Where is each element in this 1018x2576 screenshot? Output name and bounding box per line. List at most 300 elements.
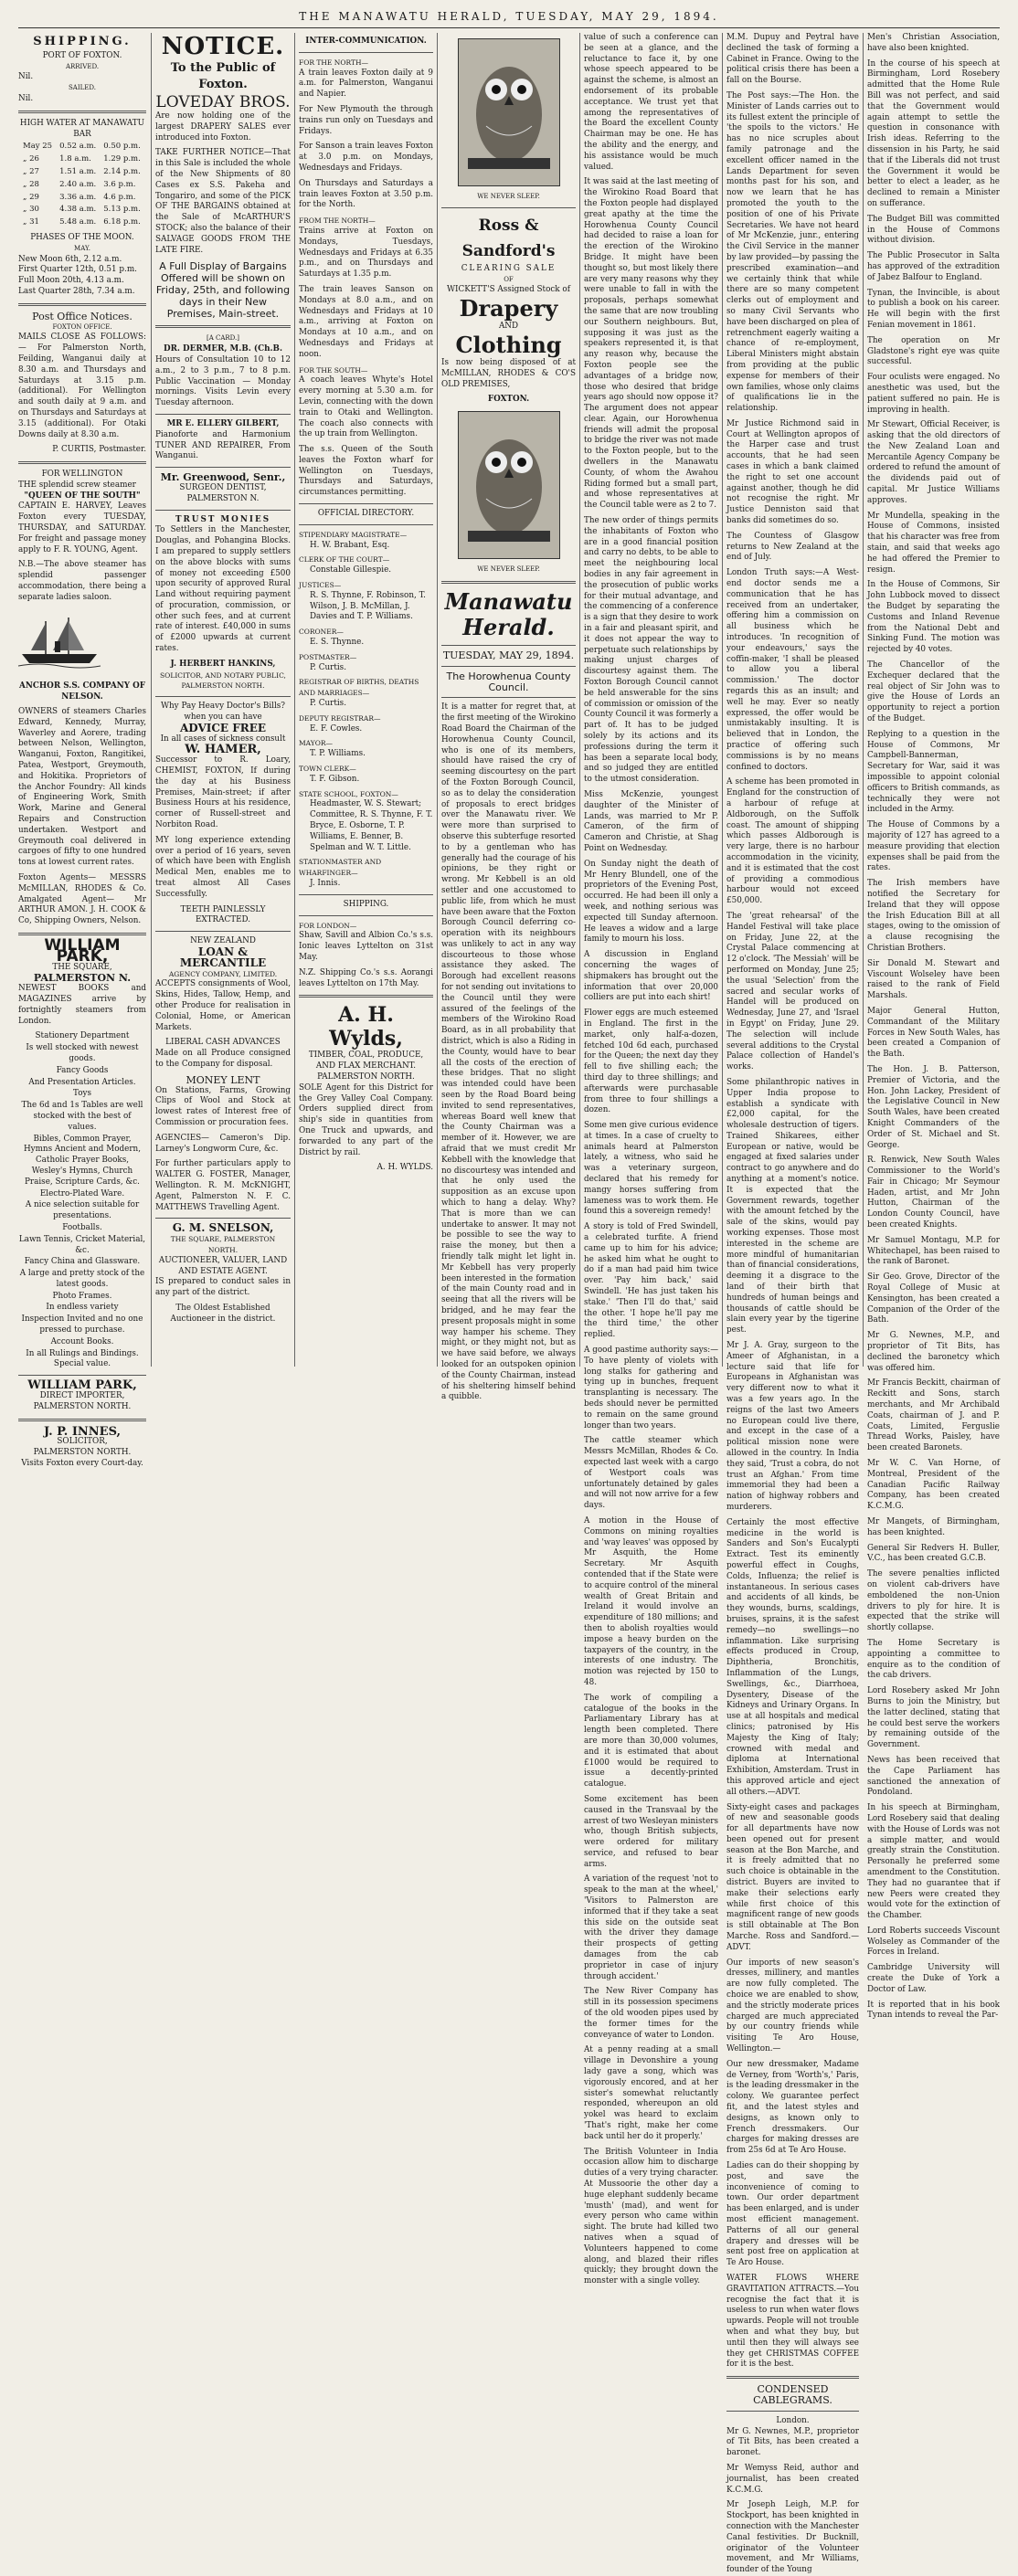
hamer-text: Successor to R. Loary, CHEMIST, FOXTON, If during the day at his Business Premises, Main-street; if after Business Hours at his residence, corner of Russell-street and Norbiton Road. bbox=[155, 755, 291, 830]
article-paragraph: Some men give curious evidence at times. In a case of cruelty to animals heard at Palmerston lately, a witness, who said he was a veterinary surgeon, declared that his remedy for mangy horses suffering from lameness was to work them. He found this a sovereign remedy! bbox=[584, 1121, 718, 1217]
column-6-body bbox=[726, 33, 859, 2370]
cablegram-paragraph: Lord Roberts succeeds Viscount Wolseley as Commander of the Forces in Ireland. bbox=[867, 1926, 1000, 1958]
divider bbox=[155, 467, 291, 468]
divider bbox=[18, 933, 146, 935]
from-north-1: Trains arrive at Foxton on Mondays, Tuesdays, Wednesdays and Fridays at 6.35 p.m., and on Thursdays and Saturdays at 1.35 p.m. bbox=[299, 226, 433, 280]
moon-phase: First Quarter 12th, 0.51 p.m. bbox=[18, 265, 137, 275]
loveday-title: LOVEDAY BROS. bbox=[155, 93, 291, 111]
tide-title: HIGH WATER AT MANAWATU BAR bbox=[19, 118, 145, 139]
tide-cell: 0.52 a.m. bbox=[59, 142, 97, 152]
tide-cell: 4.38 a.m. bbox=[59, 205, 97, 215]
article-paragraph: A variation of the request 'not to speak to the man at the wheel,' 'Visitors to Palmerston are informed that if they take a seat this side on the outside seat with the driver they damage their prospects of getting damages from the cab proprietor in case of injury through accident.' bbox=[584, 1874, 718, 1981]
owl-icon bbox=[459, 39, 559, 185]
arrived-label: ARRIVED. bbox=[65, 62, 100, 70]
article-paragraph: On Sunday night the death of Mr Henry Blundell, one of the proprietors of the Evening Post, occurred. He had been ill only a week, and nothing serious was expected till Sunday afternoon. He leaves a widow and a large family to mourn his loss. bbox=[584, 859, 718, 945]
hamer-text-2: MY long experience extending over a period of 16 years, seven of which have been with English Medical Men, enables me to treat almost All Cases Successfully. bbox=[155, 835, 291, 899]
doctor-text: Hours of Consultation 10 to 12 a.m., 2 to 3 p.m., 7 to 8 p.m. Public Vaccination — Monday mornings. Visits Levin every Tuesday afternoon. bbox=[155, 354, 291, 408]
tide-cell: 1.8 a.m. bbox=[59, 154, 91, 164]
card-label: [A CARD.] bbox=[206, 334, 239, 343]
owl-caption-2: WE NEVER SLEEP. bbox=[477, 565, 540, 574]
and-label: AND bbox=[498, 322, 519, 332]
william-park-item: Toys bbox=[73, 1089, 91, 1099]
william-park-item: Inspection Invited and no one pressed to purchase. bbox=[21, 1314, 143, 1336]
article-paragraph: Some philanthropic natives in Upper India propose to establish a syndicate with £2,000 capital, for the wholesale destruction of tigers. Trained Shikarees, either European or native, would be engaged at fixed salaries under contract to go anywhere and do anything at a moment's notice. It is expected that the Government rewards, together with the amount fetched by the sale of the skins, would pay working expenses. Those most interested in the scheme are more mindful of humanitarian than of financial considerations, deeming it a disgrace to the land of their birth that hundreds of human beings and thousands of cattle should be slain every year by the tigerine pest. bbox=[726, 1077, 859, 1336]
divider bbox=[155, 1218, 291, 1219]
tide-cell: 3.36 a.m. bbox=[59, 192, 97, 202]
divider bbox=[155, 414, 291, 415]
money-text: On Stations, Farms, Growing Clips of Wool and Stock at lowest rates of Interest free of Commission or procuration fees. bbox=[155, 1085, 291, 1127]
wylds-name: A. H. Wylds, bbox=[329, 1003, 403, 1051]
trust-text: To Settlers in the Manchester, Douglas, and Pohangina Blocks. I am prepared to supply settlers on the above blocks with sums of money not exceeding £500 upon security of approved Rural Land without requiring payment of procuration, commission, or other such fees, and at current rate of interest. £40,000 in sums of £2000 upwards at current rates. bbox=[155, 525, 291, 654]
tide-cell: „ 28 bbox=[23, 179, 39, 189]
owl-caption: WE NEVER SLEEP. bbox=[477, 193, 540, 200]
william-park-item: Footballs. bbox=[62, 1222, 102, 1232]
article-text: It is a matter for regret that, at the first meeting of the Wirokino Road Board the Chairman of the Horowhenua County Council, who is one of its members, should have raised the cry of seeming discourtesy on the part of the Foxton Borough Council, so as to delay the consideration of proposals to erect bridges over the Manawatu river. We were more than surprised to observe this subterfuge resorted to by a gentleman who has generally had the courage of his opinions, be they right or wrong. Mr Kebbell is an old settler and one accustomed to public life, from which he must have been aware that the Foxton Borough Council deferring co-operation with its neighbours was unlikely to act in any way discourteous to those whose assistance they asked. The Borough had excellent reasons for not sending out invitations to the Council until they were assured of the feelings of the members of the Wirokino Road Board, as in all probability that district, which is also a Riding in the County, would have to bear all the costs of the erection of these bridges. That no slight was intended could have been seen by the Road Board being invited to send representatives, whereas Board well knew that the County Chairman was a member of it. However, we are afraid that we must credit Mr Kebbell with the knowledge that no discourtesy was intended and that he only used the supposition as an excuse upon which to hang a delay. Why? That is more than we can undertake to answer. It may not be possible to see the way to raise the money, but then a friendly talk might let light in. Mr Kebbell has very properly been interested in the formation of the main County road and in seeing that all the rivers will be bridged, and he may fear the present proposals might in some way hamper his scheme. They might, or they might not, but as we have said before, we always looked for an outspoken opinion of the County Chairman, instead of his sheltering himself behind a quibble. bbox=[441, 702, 576, 1402]
column-rule bbox=[437, 33, 438, 1367]
nz-big: LOAN & MERCANTILE bbox=[179, 945, 267, 969]
innes-place: PALMERSTON NORTH. bbox=[33, 1448, 132, 1458]
innes-title: J. P. INNES, bbox=[43, 1424, 122, 1439]
cablegram-paragraph: The House of Commons by a majority of 127 has agreed to a measure providing that election expenses shall be paid from the rates. bbox=[867, 820, 1000, 873]
divider bbox=[441, 581, 576, 584]
from-north-2: The train leaves Sanson on Mondays at 8.0 a.m., and on Wednesdays and Fridays at 10 a.m., arriving at Foxton on Mondays at 10 a.m., and on Wednesdays and Fridays at noon. bbox=[299, 284, 433, 359]
article-paragraph: The cattle steamer which Messrs McMillan, Rhodes & Co. expected last week with a cargo of Westport coals was unfortunately detained by gales and will not now arrive for a few days. bbox=[584, 1436, 718, 1511]
liberal-text: Made on all Produce consigned to the Company for disposal. bbox=[155, 1049, 291, 1069]
anchor-agents: Foxton Agents— MESSRS McMILLAN, RHODES & Co. Amalgated Agent— Mr ARTHUR AMON. J. H. COOK & Co, Shipping Owners, Nelson. bbox=[18, 873, 146, 926]
shipping-title: SHIPPING. bbox=[33, 35, 132, 48]
liberal-title: LIBERAL CASH ADVANCES bbox=[165, 1038, 281, 1048]
column-2 bbox=[155, 33, 291, 1367]
cablegram-paragraph: In the House of Commons, Sir John Lubbock moved to dissect the Budget by separating the Customs and Inland Revenue from the National Debt and Sinking Fund. The motion was rejected by 40 votes. bbox=[867, 580, 1000, 655]
wellington-ship: "QUEEN OF THE SOUTH" bbox=[24, 491, 141, 501]
moon-list bbox=[18, 255, 146, 298]
cablegram-paragraph: Mr Mundella, speaking in the House of Commons, insisted that his character was free from stain, and said that weeks ago he had offered the Premier to resign. bbox=[867, 511, 1000, 575]
directory-role: MAYOR— bbox=[299, 739, 334, 748]
tide-row bbox=[20, 205, 143, 216]
tide-cell: 5.48 a.m. bbox=[59, 217, 97, 227]
directory-name: T. F. Gibson. bbox=[310, 774, 360, 784]
william-park-sub: THE SQUARE, bbox=[52, 962, 112, 972]
notice-public: To the Public of Foxton. bbox=[170, 61, 276, 91]
article-paragraph: Some excitement has been caused in the Transvaal by the arrest of two Wesleyan ministers who, though British subjects, were ordered for military service, and refused to bear arms. bbox=[584, 1794, 718, 1869]
loveday-take: TAKE FURTHER NOTICE—That in this Sale is included the whole of the New Shipments of 80 Cases ex S.S. Pakeha and Tongariro, and some of the PICK OF THE BARGAINS obtained at the Sale of McARTHUR'S STOCK; also the balance of their SALVAGE GOODS FROM THE LATE FIRE. bbox=[155, 148, 291, 255]
william-park-item: Fancy China and Glassware. bbox=[24, 1257, 141, 1267]
article-paragraph: The New River Company has still in its possession specimens of the old wooden pipes used by the former times for the conveyance of water to London. bbox=[584, 1987, 718, 2040]
directory-role: CORONER— bbox=[299, 628, 344, 637]
snelson-text: AUCTIONEER, VALUER, LAND AND ESTATE AGENT. bbox=[158, 1255, 288, 1276]
william-park-item: Stationery Department bbox=[35, 1031, 130, 1041]
column-rule bbox=[863, 33, 864, 1367]
herald-title: Manawatu Herald. bbox=[444, 587, 573, 640]
post-office-title: Post Office Notices. bbox=[32, 310, 133, 322]
ross-sandford-text: Is now being disposed of at McMILLAN, RHODES & CO'S OLD PREMISES, bbox=[441, 357, 576, 389]
cablegram-paragraph: R. Renwick, New South Wales Commissioner to the World's Fair in Chicago; Mr Seymour Haden, artist, and Mr John Hutton, Chairman of the London County Council, have been created Knights. bbox=[867, 1156, 1000, 1230]
drapery-title: Drapery bbox=[459, 295, 558, 322]
north-2: For New Plymouth the through trains run only on Tuesdays and Fridays. bbox=[299, 104, 433, 136]
william-park-title: WILLIAM PARK, bbox=[44, 935, 121, 966]
divider bbox=[441, 207, 576, 208]
divider bbox=[18, 1375, 146, 1376]
wylds-sub: TIMBER, COAL, PRODUCE, AND FLAX MERCHANT. bbox=[308, 1050, 424, 1072]
north-4: On Thursdays and Saturdays a train leaves Foxton at 3.50 p.m. for the North. bbox=[299, 178, 433, 210]
directory-name: J. Innis. bbox=[310, 878, 341, 888]
snelson-text-2: IS prepared to conduct sales in any part of the district. bbox=[155, 1277, 291, 1298]
william-park-item: Fancy Goods bbox=[56, 1065, 109, 1075]
column-6 bbox=[726, 33, 859, 2575]
tide-table bbox=[18, 140, 145, 230]
divider bbox=[441, 697, 576, 698]
wellington-body: CAPTAIN E. HARVEY, Leaves Foxton every TUESDAY, THURSDAY, and SATURDAY. For freight and passage money apply to F. R. YOUNG, Agent. bbox=[18, 501, 146, 554]
greenwood-name: Mr. Greenwood, Senr., bbox=[160, 471, 286, 484]
article-paragraph: London Truth says:—A West-end doctor sends me a communication that he has received from an undertaker, offering him a commission on all business which he introduces. 'In recognition of your endeavours,' says the coffin-maker, 'I shall be pleased to allow you a liberal commission.' The doctor regards this as an insult; and well he may. Ever so neatly expressed, the offer would be unmistakably insulting. It is believed that in London, the practice of offering such commissions is by no means confined to doctors. bbox=[726, 568, 859, 772]
tide-cell: May 25 bbox=[23, 142, 53, 152]
william-park-items bbox=[18, 1031, 146, 1370]
william-park-item: A large and pretty stock of the latest goods. bbox=[19, 1269, 145, 1289]
intercommunication-title: INTER-COMMUNICATION. bbox=[305, 37, 427, 46]
tide-cell: 5.13 p.m. bbox=[103, 205, 141, 215]
cablegram-paragraph: The Public Prosecutor in Salta has approved of the extradition of Jabez Balfour to England. bbox=[867, 251, 1000, 282]
article-paragraph: A discussion in England concerning the wages of shipmakers has brought out the information that over 20,000 colliers are put into each shirt! bbox=[584, 950, 718, 1003]
owl-icon bbox=[459, 412, 559, 558]
london-1: Shaw, Savill and Albion Co.'s s.s. Ionic leaves Lyttelton on 31st May. bbox=[299, 931, 433, 962]
moon-phase: Last Quarter 28th, 7.34 a.m. bbox=[18, 286, 135, 296]
william-park-item: Photo Frames. bbox=[52, 1291, 112, 1301]
south-2: The s.s. Queen of the South leaves the Foxton wharf for Wellington on Tuesdays, Thursdays and Saturdays, circumstances permitting. bbox=[299, 445, 433, 498]
cablegram-paragraph: Replying to a question in the House of Commons, Mr Campbell-Bannerman, Secretary for War, said it was impossible to appoint colonial officers to British commands, as technically they were not included in the Army. bbox=[867, 729, 1000, 815]
directory-name: P. Curtis. bbox=[310, 699, 346, 709]
trust-title: TRUST MONIES bbox=[175, 514, 271, 524]
wylds-sign: A. H. WYLDS. bbox=[376, 1163, 433, 1173]
directory-role: STIPENDIARY MAGISTRATE— bbox=[299, 530, 408, 539]
nz-title: NEW ZEALAND bbox=[190, 936, 256, 946]
william-park-item: Lawn Tennis, Cricket Material, &c. bbox=[18, 1234, 146, 1255]
article-paragraph: Mr Justice Richmond said in Court at Wellington apropos of the Harper case and trust accounts, that he had seen cases in which a bank claimed the right to set one account against another, though he did not recognise the right. Mr Justice Denniston said that banks did sometimes do so. bbox=[726, 418, 859, 526]
divider bbox=[299, 52, 433, 53]
article-paragraph: Flower eggs are much esteemed in England. The first in the market, only half-a-dozen, fetched 10d 6d each, purchased for the Queen; the next day they fell to five shilling each; the third day to three shillings; and afterwards were purchasable from three to four shillings a dozen. bbox=[584, 1008, 718, 1115]
owl-illustration bbox=[458, 38, 560, 186]
gilbert-text: Pianoforte and Harmonium TUNER AND REPAIRER, From Wanganui. bbox=[155, 429, 291, 461]
south-1: A coach leaves Whyte's Hotel every morning at 5.30 a.m. for Levin, connecting with the down train to Otaki and Wellington. The coach also connects with the up train from Wellington. bbox=[299, 375, 433, 439]
anchor-title: ANCHOR S.S. COMPANY OF NELSON. bbox=[19, 681, 145, 702]
tide-cell: „ 27 bbox=[23, 166, 39, 176]
tide-row bbox=[20, 180, 143, 191]
column-5 bbox=[584, 33, 718, 2286]
cablegram-paragraph: Mr Mangets, of Birmingham, has been knighted. bbox=[867, 1517, 1000, 1537]
wylds-place: PALMERSTON NORTH. bbox=[317, 1072, 415, 1082]
nz-text: ACCEPTS consignments of Wool, Skins, Hides, Tallow, Hemp, and other Produce for realisation in Colonial, Home, or American Markets. bbox=[155, 979, 291, 1032]
greenwood-sub: SURGEON DENTIST, bbox=[179, 482, 267, 492]
william-park-item: And Presentation Articles. bbox=[28, 1077, 136, 1087]
snelson-sub: THE SQUARE, PALMERSTON NORTH. bbox=[170, 1235, 276, 1254]
tide-cell: 1.29 p.m. bbox=[103, 154, 141, 164]
gilbert-name: MR E. ELLERY GILBERT, bbox=[166, 418, 280, 428]
william-park-place: PALMERSTON N. bbox=[33, 972, 132, 985]
north-3: For Sanson a train leaves Foxton at 3.0 p.m. on Mondays, Wednesdays and Fridays. bbox=[299, 142, 433, 173]
moon-phase: Full Moon 20th, 4.13 a.m. bbox=[18, 276, 124, 286]
directory-name: R. S. Thynne, F. Robinson, T. Wilson, J. B. McMillan, J. Davies and T. P. Williams. bbox=[310, 590, 426, 622]
directory-role: JUSTICES— bbox=[299, 581, 342, 590]
shipping-sub-title: SHIPPING. bbox=[343, 899, 389, 909]
cablegram-paragraph: The Chancellor of the Exchequer declared that the real object of Sir John was to give the House of Lords an opportunity to reject a portion of the Budget. bbox=[867, 660, 1000, 724]
snelson-name: G. M. SNELSON, bbox=[172, 1221, 274, 1235]
why-text: Why Pay Heavy Doctor's Bills? when you can have bbox=[160, 702, 286, 723]
divider bbox=[726, 2376, 859, 2379]
article-paragraph: value of such a conference can be seen at a glance, and the reluctance to face it, by one whose speech appeared to be against the scheme, is almost an endorsement of its probable acceptance. We trust yet that among the representatives of the Board the excellent County Chairman may be one. He has the ability and the energy, and his assistance would be much valued. bbox=[584, 33, 718, 172]
divider bbox=[18, 1419, 146, 1421]
article-paragraph: The British Volunteer in India occasion allow him to discharge duties of a very trying character. At Mussoorie the other day a huge elephant suddenly became 'musth' (mad), and went for every person who came within sight. The brute had killed two natives when a squad of Volunteers happened to come along, and blazed their rifles quickly; they brought down the monster with a single volley. bbox=[584, 2147, 718, 2286]
cable-3: Mr Joseph Leigh, M.P. for Stockport, has been knighted in connection with the Manchester Canal festivities. Dr Bucknill, originator of the Volunteer movement, and Mr Williams, founder of the Young bbox=[726, 2500, 859, 2575]
divider bbox=[299, 503, 433, 504]
directory-role: CLERK OF THE COURT— bbox=[299, 555, 390, 565]
greenwood-place: PALMERSTON N. bbox=[186, 493, 260, 503]
article-paragraph: WATER FLOWS WHERE GRAVITATION ATTRACTS.—You recognise the fact that it is useless to run when water flows upwards. People will not trouble when and what they buy, but until then they will always see they get CHRISTMAS COFFEE for it is the best. bbox=[726, 2273, 859, 2370]
directory-name: E. F. Cowles. bbox=[310, 723, 363, 734]
divider bbox=[155, 325, 291, 328]
william-park-item: Account Books. bbox=[50, 1336, 114, 1346]
further-text: For further particulars apply to WALTER G. FOSTER, Manager, Wellington. R. M. McKNIGHT, Agent, Palmerston N. F. C. MATTHEWS Travelling Agent. bbox=[155, 1159, 291, 1212]
wellington-title: FOR WELLINGTON bbox=[41, 470, 123, 480]
moon-month: MAY. bbox=[74, 244, 90, 252]
william-park-2-sub: DIRECT IMPORTER, bbox=[39, 1391, 125, 1401]
sailed-label: SAILED. bbox=[69, 84, 96, 92]
official-directory-title: OFFICIAL DIRECTORY. bbox=[317, 509, 415, 519]
article-paragraph: A scheme has been promoted in England for the construction of a harbour of refuge at Aldborough, on the Suffolk coast. The amount of shipping which passes Aldborough is very large, there is no harbour accommodation in the vicinity, and it is estimated that the cost of providing a commodious harbour would not exceed £50,000. bbox=[726, 777, 859, 906]
column-rule bbox=[294, 33, 295, 1367]
cable-2: Mr Wemyss Reid, author and journalist, has been created K.C.M.G. bbox=[726, 2463, 859, 2495]
tide-row bbox=[20, 193, 143, 204]
tide-row bbox=[20, 142, 143, 153]
cablegram-paragraph: The Home Secretary is appointing a committee to enquire as to the condition of the cab drivers. bbox=[867, 1638, 1000, 1681]
ross-sandford-title: Ross & Sandford's bbox=[461, 216, 556, 260]
cablegram-paragraph: Sir Geo. Grove, Director of the Royal College of Music at Kensington, has been created a Companion of the Order of the Bath. bbox=[867, 1272, 1000, 1325]
article-paragraph: The Post says:—The Hon. the Minister of Lands carries out to its fullest extent the principle of 'the spoils to the victors.' He has no nice scruples about family patronage and the excellent officer named in the Lands Department for seven months past for his son, and now we learn that he has promoted the youth to the position of one of his Private Secretaries. We have not heard of Mr McKenzie, junr., entering the Civil Service in the manner by law provided—by passing the prescribed examination—and we certainly think that while there are so many competent clerks out of employment and so many Civil Servants who have been discharged on plea of retrenchment eagerly waiting a chance of re-employment, Liberal Ministers might abstain from providing at the public expense for members of their own families, whose only claims of qualifications lie in the relationship. bbox=[726, 90, 859, 414]
cablegram-paragraph: The Irish members have notified the Secretary for Ireland that they will oppose the Irish Education Bill at all stages, owing to the omission of a clause recognising the Christian Brothers. bbox=[867, 879, 1000, 953]
column-rule bbox=[579, 33, 580, 1367]
divider bbox=[299, 894, 433, 895]
directory-role: STATE SCHOOL, FOXTON— bbox=[299, 789, 398, 798]
wellington-text: THE splendid screw steamer bbox=[18, 480, 136, 490]
north-label: FOR THE NORTH— bbox=[299, 58, 369, 67]
agencies-text: AGENCIES— Cameron's Dip. Larney's Longworm Cure, &c. bbox=[155, 1133, 291, 1154]
tide-cell: 1.51 a.m. bbox=[59, 166, 97, 176]
tide-cell: „ 29 bbox=[23, 192, 39, 202]
cablegram-paragraph: Mr Francis Beckitt, chairman of Reckitt and Sons, starch merchants, and Mr Archibald Coats, chairman of J. and P. Coats, Limited, Ferguslie Thread Works, Paisley, have been created Baronets. bbox=[867, 1378, 1000, 1453]
bargains-display: A Full Display of Bargains Offered will be shown on Friday, 25th, and following days in their New Premises, Main-street. bbox=[155, 260, 291, 321]
hankins-name: J. HERBERT HANKINS, bbox=[170, 659, 276, 669]
herald-date: TUESDAY, MAY 29, 1894. bbox=[442, 649, 575, 661]
sailed-value: Nil. bbox=[18, 93, 34, 103]
divider bbox=[18, 111, 146, 113]
william-park-2-place: PALMERSTON NORTH. bbox=[33, 1401, 132, 1411]
article-paragraph: It was said at the last meeting of the Wirokino Road Board that the Foxton people had displayed great apathy at the time the Horowhenua County Council had decided to raise a loan for the erection of the Wirokino Bridge. It might have been thought so, but most likely there are very many reasons why they were unable to fall in with the proposals, perhaps somewhat the same that are now troubling our Southern neighbours. But, supposing it was just as the speakers represented it, is that any reason why, because the Foxton people see the advantages of a bridge now, those who desired that bridge years ago should now oppose it? The argument does not appear clear. Again, our Horowhenua friends will admit the proposal to bridge the river was not made to the Foxton people, but to the dwellers in the Manawatu County, of whom the Awahou Riding formed but a small part, and whose representatives at the Council table were as 2 to 7. bbox=[584, 177, 718, 511]
post-office-text: MAILS CLOSE AS FOLLOWS:— For Palmerston North, Feilding, Wanganui daily at 8.30 a.m. and Thursdays and Saturdays at 3.15 p.m. (additional). For Wellington and south daily at 9 a.m. and on Thursdays and Saturdays at 3.15 (additional). For Otaki Downs daily at 8.30 a.m. bbox=[18, 333, 146, 439]
article-paragraph: The 'great rehearsal' of the Handel Festival will take place on Friday, June 22, at the Crystal Palace commencing at 12 o'clock. 'The Messiah' will be performed on Monday, June 25; the usual 'Selection' from the sacred and secular works of Handel will be produced on Wednesday, June 27, and 'Israel in Egypt' on Friday, June 29. The selection will include several additions to the Crystal Palace collection of Handel's works. bbox=[726, 911, 859, 1072]
article-paragraph: A story is told of Fred Swindell, a celebrated turfite. A friend came up to him for his advice; he asked him what he ought to do if a man had paid him twice over. 'Pay him back,' said Swindell. 'He has just taken his stake.' 'Then I'll do that,' said the other. 'I hope he'll pay me the third time,' the other replied. bbox=[584, 1222, 718, 1340]
divider bbox=[299, 915, 433, 916]
article-paragraph: At a penny reading at a small village in Devonshire a young lady gave a song, which was vigorously encored, and at her sister's somewhat reluctantly responded, whereupon an old yokel was heard to exclaim 'That's right, make her come back until her do it properly.' bbox=[584, 2045, 718, 2141]
loveday-intro: Are now holding one of the largest DRAPERY SALES ever introduced into Foxton. bbox=[155, 111, 291, 143]
william-park-item: Electro-Plated Ware. bbox=[39, 1188, 125, 1198]
column-7 bbox=[867, 33, 1000, 2021]
snelson-text-3: The Oldest Established Auctioneer in the district. bbox=[170, 1303, 276, 1324]
divider bbox=[18, 461, 146, 464]
directory-name: E. S. Thynne. bbox=[310, 638, 365, 648]
innes-text: Visits Foxton every Court-day. bbox=[21, 1459, 143, 1469]
tide-row bbox=[20, 167, 143, 178]
article-paragraph: Certainly the most effective medicine in the world is Sanders and Son's Eucalypti Extract. Test its eminently powerful effect in Coughs, Colds, Influenza; the relief is instantaneous. In serious cases and accidents of all kinds, be they wounds, burns, scaldings, bruises, sprains, it is the safest remedy—no swellings—no inflammation. Like surprising effects produced in Croup, Diphtheria, Bronchitis, Inflammation of the Lungs, Swellings, &c., Diarrhoea, Dysentery, Disease of the Kidneys and Urinary Organs. In use at all hospitals and medical clinics; patronised by His Majesty the King of Italy; crowned with medal and diploma at International Exhibition, Amsterdam. Trust in this approved article and eject all others.—ADVT. bbox=[726, 1517, 859, 1797]
north-1: A train leaves Foxton daily at 9 a.m. for Palmerston, Wanganui and Napier. bbox=[299, 68, 433, 100]
article-paragraph: A good pastime authority says:—To have plenty of violets with long stalks for gathering and tying up in bunches, frequent transplanting is necessary. The beds should never be permitted to remain on the same ground longer than two years. bbox=[584, 1346, 718, 1431]
tide-cell: „ 26 bbox=[23, 154, 39, 164]
cablegram-paragraph: In the course of his speech at Birmingham, Lord Rosebery admitted that the Home Rule Bill was not perfect, and said that the Government would again attempt to settle the question in consonance with Irish ideas. Referring to the dissension in his Party, he said that if the Liberals did not trust the Government it would be better to elect a leader, as he declined to remain a Minister on sufferance. bbox=[867, 58, 1000, 208]
hamer-name: W. HAMER, bbox=[185, 743, 261, 757]
tide-cell: 2.14 p.m. bbox=[103, 166, 141, 176]
cablegram-paragraph: It is reported that in his book Tynan intends to reveal the Par- bbox=[867, 2000, 1000, 2021]
william-park-item: The 6d and 1s Tables are well stocked with the best of values. bbox=[21, 1101, 143, 1132]
tide-cell: 0.50 p.m. bbox=[103, 142, 141, 152]
william-park-item: In endless variety bbox=[46, 1303, 119, 1313]
article-title: The Horowhenua County Council. bbox=[446, 670, 571, 693]
cablegram-paragraph: Tynan, the Invincible, is about to publish a book on his career. He will begin with the first Fenian movement in 1861. bbox=[867, 288, 1000, 330]
cablegram-paragraph: Four oculists were engaged. No anesthetic was used, but the patient suffered no pain. He is improving in health. bbox=[867, 373, 1000, 415]
article-paragraph: M.M. Dupuy and Peytral have declined the task of forming a Cabinet in France. Owing to the political crisis there has been a fall on the Bourse. bbox=[726, 33, 859, 86]
article-paragraph: Ladies can do their shopping by post, and save the inconvenience of coming to town. Our order department has been enlarged, and is under most efficient management. Patterns of all our general drapery and dresses will be sent post free on application at Te Aro House. bbox=[726, 2161, 859, 2268]
directory-role: TOWN CLERK— bbox=[299, 765, 356, 774]
from-north-label: FROM THE NORTH— bbox=[299, 216, 376, 226]
divider bbox=[155, 510, 291, 511]
advice-sub: In all cases of sickness consult bbox=[160, 734, 286, 744]
william-park-text: NEWEST BOOKS and MAGAZINES arrive by fortnightly steamers from London. bbox=[18, 984, 146, 1026]
official-directory-list bbox=[299, 530, 433, 890]
directory-name: Constable Gillespie. bbox=[310, 565, 392, 575]
directory-role: REGISTRAR OF BIRTHS, DEATHS AND MARRIAGES— bbox=[299, 678, 419, 698]
cablegram-paragraph: In his speech at Birmingham, Lord Rosebery said that dealing with the House of Lords was not a simple matter, and would greatly strain the Constitution. Personally he preferred some amendment to the Constitution. They had no guarantee that if new Peers were created they would vote for the extinction of the Chamber. bbox=[867, 1803, 1000, 1921]
william-park-item: In all Rulings and Bindings. Special value. bbox=[26, 1348, 139, 1369]
tide-cell: „ 30 bbox=[23, 205, 39, 215]
anchor-text: OWNERS of steamers Charles Edward, Kennedy, Murray, Waverley and Aorere, trading between Nelson, Wellington, Wanganui, Foxton, Rangitikei, Patea, Westport, Greymouth, and Hokitika. Proprietors of the Anchor Foundry: All kinds of Engineering Work, Smith Work, Marine and General Repairs and Construction undertaken. Westport and Greymouth coal delivered in cargoes of fifty to one hundred tons at lowest current rates. bbox=[18, 707, 146, 868]
directory-name: T. P. Williams. bbox=[310, 749, 366, 759]
divider bbox=[299, 995, 433, 998]
sale-of: OF bbox=[504, 275, 514, 283]
wylds-text: SOLE Agent for this District for the Grey Valley Coal Company. Orders supplied direct from ship's side in quantities from One Truck and upwards, and forwarded to any part of the District by rail. bbox=[299, 1082, 433, 1157]
directory-role: STATIONMASTER AND WHARFINGER— bbox=[299, 858, 382, 878]
divider bbox=[18, 303, 146, 306]
south-label: FOR THE SOUTH— bbox=[299, 365, 368, 375]
nz-sub: AGENCY COMPANY, LIMITED. bbox=[168, 969, 278, 978]
ross-sandford-place: FOXTON. bbox=[487, 395, 530, 405]
tide-cell: 4.6 p.m. bbox=[103, 192, 136, 202]
divider bbox=[155, 931, 291, 932]
divider bbox=[299, 524, 433, 525]
article-paragraph: A motion in the House of Commons on mining royalties and 'way leaves' was opposed by Mr Asquith, the Home Secretary. Mr Asquith contended that if the State were to acquire control of the mineral wealth of Great Britain and Ireland it would involve an expenditure of 180 millions; and then to abolish royalties would impose a heavy burden on the taxpayers of the country, in the interests of one industry. The motion was rejected by 150 to 48. bbox=[584, 1515, 718, 1687]
article-paragraph: Sixty-eight cases and packages of new and seasonable goods for all departments have now been opened out for present season at the Bon Marche, and it is freely admitted that no such choice is obtainable in the district. Buyers are invited to make their selections early while first choice of this magnificent range of new goods is still obtainable at The Bon Marche. Ross and Sandford.—ADVT. bbox=[726, 1802, 859, 1952]
column-rule bbox=[722, 33, 723, 1367]
william-park-item: Is well stocked with newest goods. bbox=[26, 1043, 139, 1063]
doctor-name: DR. DERMER, M.B. (Ch.B. bbox=[163, 344, 283, 354]
cablegram-paragraph: News has been received that the Cape Parliament has sanctioned the annexation of Pondoland. bbox=[867, 1755, 1000, 1798]
owl-illustration-2 bbox=[458, 411, 560, 559]
london-2: N.Z. Shipping Co.'s s.s. Aorangi leaves Lyttelton on 17th May. bbox=[299, 967, 433, 988]
port-title: PORT OF FOXTON. bbox=[42, 50, 122, 60]
arrived-value: Nil. bbox=[18, 72, 34, 82]
cablegram-paragraph: Cambridge University will create the Duke of York a Doctor of Law. bbox=[867, 1963, 1000, 1994]
tide-row bbox=[20, 217, 143, 228]
wellington-nb: N.B.—The above steamer has splendid passenger accommodation, there being a separate ladies saloon. bbox=[18, 560, 146, 602]
cablegram-paragraph: The operation on Mr Gladstone's right eye was quite successful. bbox=[867, 335, 1000, 367]
post-office-sub: FOXTON OFFICE. bbox=[52, 322, 112, 331]
cablegram-paragraph: General Sir Redvers H. Buller, V.C., has been created G.C.B. bbox=[867, 1543, 1000, 1564]
money-title: MONEY LENT bbox=[186, 1073, 260, 1086]
cablegram-paragraph: Mr G. Newnes, M.P., and proprietor of Tit Bits, has declined the baronetcy which was offered him. bbox=[867, 1331, 1000, 1373]
clearing-sale: CLEARING SALE bbox=[461, 263, 557, 273]
cablegrams-place: London. bbox=[776, 2415, 810, 2425]
cablegram-paragraph: The Budget Bill was committed in the House of Commons without division. bbox=[867, 214, 1000, 246]
article-paragraph: Mr J. A. Gray, surgeon to the Ameer of Afghanistan, in a lecture said that life for Europeans in Afghanistan was very different now to what it was a few years ago. In the reigns of the last two Ameers no European could live there, and except in the case of a political mission none were allowed in the country. In India they said, 'Trust a cobra, do not trust an Afghan.' From time immemorial they had been a nation of highway robbers and murderers. bbox=[726, 1341, 859, 1512]
column-rule bbox=[151, 33, 152, 1367]
article-paragraph: Our new dressmaker, Madame de Verney, from 'Worth's,' Paris, is the leading dressmaker in the colony. We guarantee perfect fit, and the latest styles and designs, as known only to French dressmakers. Our charges for making dresses are from 25s 6d at Te Aro House. bbox=[726, 2059, 859, 2156]
tide-cell: 3.6 p.m. bbox=[103, 179, 136, 189]
tide-cell: „ 31 bbox=[23, 217, 39, 227]
steamer-ship-icon bbox=[18, 614, 101, 669]
article-paragraph: The work of compiling a catalogue of the books in the Parliamentary Library has at length been completed. There are more than 30,000 volumes, and it is estimated that about £1000 would be required to issue a decently-printed catalogue. bbox=[584, 1693, 718, 1789]
cablegram-paragraph: Lord Rosebery asked Mr John Burns to join the Ministry, but the latter declined, stating that he could best serve the workers by remaining outside of the Government. bbox=[867, 1686, 1000, 1750]
hankins-sub: SOLICITOR, AND NOTARY PUBLIC, PALMERSTON NORTH. bbox=[160, 670, 286, 691]
cablegram-paragraph: Mr W. C. Van Horne, of Montreal, President of the Canadian Pacific Railway Company, has been created K.C.M.G. bbox=[867, 1459, 1000, 1512]
directory-role: POSTMASTER— bbox=[299, 652, 357, 661]
cablegram-paragraph: Mr Stewart, Official Receiver, is asking that the old directors of the New Zealand Loan and Mercantile Agency Company be ordered to refund the amount of the dividends paid out of capital. Mr Justice Williams approves. bbox=[867, 420, 1000, 505]
innes-sub: SOLICITOR, bbox=[57, 1437, 108, 1447]
masthead: THE MANAWATU HERALD, TUESDAY, MAY 29, 1894. bbox=[18, 5, 1000, 28]
article-paragraph: The Countess of Glasgow returns to New Zealand at the end of July. bbox=[726, 531, 859, 563]
tide-cell: 6.18 p.m. bbox=[103, 217, 141, 227]
william-park-2-title: WILLIAM PARK, bbox=[27, 1378, 137, 1393]
advice-title: ADVICE FREE bbox=[179, 721, 267, 734]
william-park-item: A nice selection suitable for presentations. bbox=[25, 1200, 140, 1221]
divider bbox=[441, 645, 576, 646]
tide-cell: 2.40 a.m. bbox=[59, 179, 97, 189]
article-paragraph: Our imports of new season's dresses, millinery, and mantles are now fully completed. The choice we are enabled to show, and the strictly moderate prices charged are much appreciated by our country friends while visiting Te Aro House, Wellington.— bbox=[726, 1958, 859, 2054]
cablegram-paragraph: The Hon. J. B. Patterson, Premier of Victoria, and the Hon. John Lackey, President of the Legislative Council in New South Wales, have been created Knight Commanders of the Order of St. Michael and St. George. bbox=[867, 1064, 1000, 1150]
cable-1: Mr G. Newnes, M.P., proprietor of Tit Bits, has been created a baronet. bbox=[726, 2426, 859, 2458]
divider bbox=[726, 2411, 859, 2412]
clothing-title: Clothing bbox=[455, 331, 562, 358]
wickett-stock: WICKETT'S Assigned Stock of bbox=[447, 285, 570, 295]
cablegram-paragraph: Men's Christian Association, have also been knighted. bbox=[867, 33, 1000, 53]
directory-name: P. Curtis. bbox=[310, 662, 346, 672]
cablegrams-title: CONDENSED CABLEGRAMS. bbox=[753, 2383, 832, 2406]
post-office-sign: P. CURTIS, Postmaster. bbox=[52, 445, 146, 455]
teeth-text: TEETH PAINLESSLY EXTRACTED. bbox=[180, 904, 266, 925]
cablegram-paragraph: Major General Hutton, Commandant of the Military Forces in New South Wales, has been created a Companion of the Bath. bbox=[867, 1006, 1000, 1060]
directory-role: DEPUTY REGISTRAR— bbox=[299, 713, 381, 723]
moon-phase: New Moon 6th, 2.12 a.m. bbox=[18, 254, 122, 264]
column-3 bbox=[299, 33, 433, 1367]
article-paragraph: Miss McKenzie, youngest daughter of the Minister of Lands, was married to Mr P. Cameron, of the firm of Cameron and Christie, at Shag Point on Wednesday. bbox=[584, 789, 718, 853]
divider bbox=[155, 696, 291, 697]
cablegram-paragraph: The severe penalties inflicted on violent cab-drivers have emboldened the non-Union drivers to ply for hire. It is expected that the strike will shortly collapse. bbox=[867, 1569, 1000, 1633]
london-label: FOR LONDON— bbox=[299, 921, 357, 930]
divider bbox=[441, 666, 576, 667]
directory-name: Headmaster, W. S. Stewart; Committee, R. S. Thynne, F. T. Bryce, E. Osborne, T. P. Williams, E. Benner, B. Spelman and W. T. Little. bbox=[310, 799, 433, 852]
column-1 bbox=[18, 33, 146, 1469]
cablegram-paragraph: Sir Donald M. Stewart and Viscount Wolseley have been raised to the rank of Field Marshals. bbox=[867, 958, 1000, 1001]
article-paragraph: The new order of things permits the inhabitants of Foxton who are in a good financial position and carry no debts, to be able to meet the neighbouring local bodies in any fair agreement in the prosecution of public works for their mutual advantage, and the commencing of a conference is a sign that they desire to work in a fair and pleasant spirit, and it does not appear the way to perpetuate such relationships by making unjust charges of discourtesy against them. The Foxton Borough Council cannot be held answerable for the sins of commission or omission of the County Council it was formerly a part of. It has to be judged solely by its actions and its professions during the term it has been a separate local body, and so judged they are entitled to the utmost consideration. bbox=[584, 516, 718, 785]
cablegram-paragraph: Mr Samuel Montagu, M.P. for Whitechapel, has been raised to the rank of Baronet. bbox=[867, 1235, 1000, 1267]
directory-name: H. W. Brabant, Esq. bbox=[310, 540, 390, 550]
tide-row bbox=[20, 154, 143, 165]
column-4 bbox=[441, 33, 576, 1402]
notice-title: NOTICE. bbox=[161, 33, 285, 60]
